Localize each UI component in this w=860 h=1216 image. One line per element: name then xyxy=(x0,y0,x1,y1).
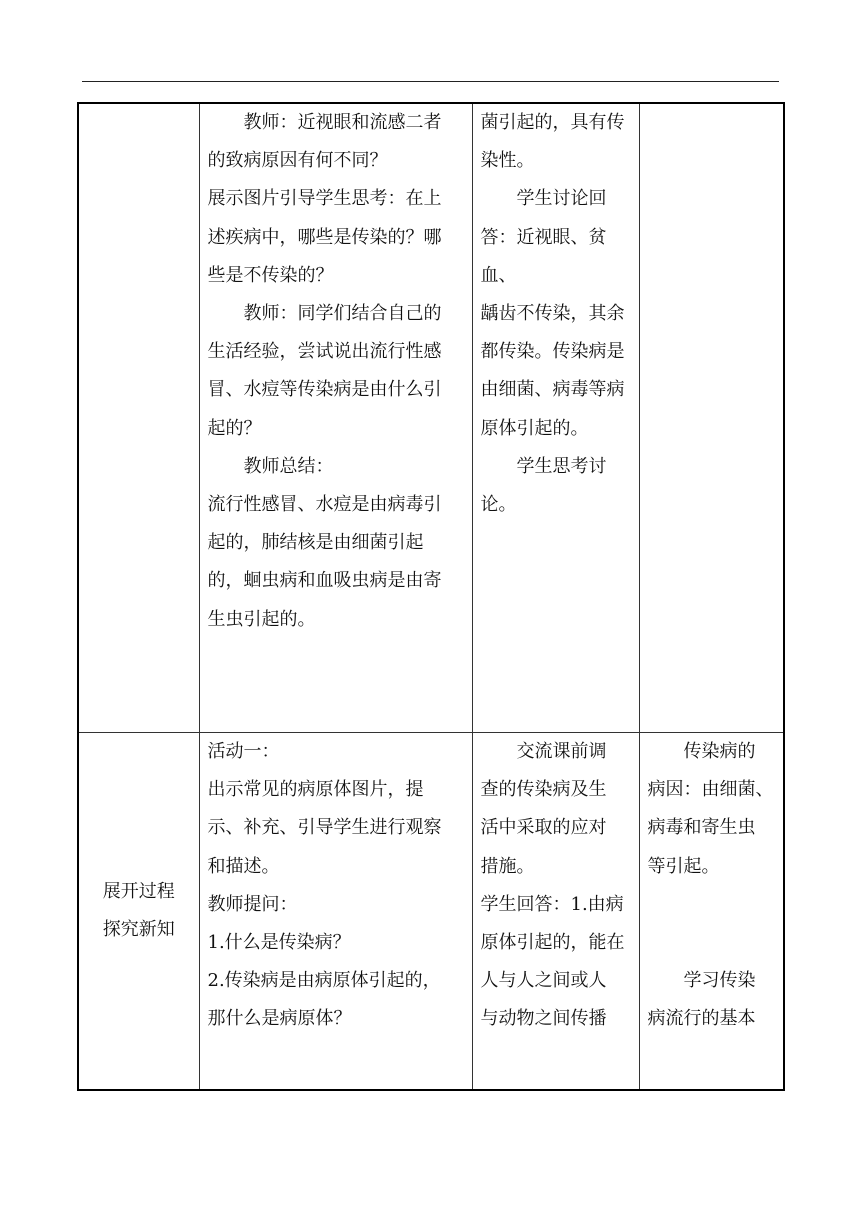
text-line: 由细菌、病毒等病 xyxy=(480,379,625,401)
text-line: 染性。 xyxy=(480,150,535,172)
student-activity-cell xyxy=(472,103,639,733)
header-rule xyxy=(82,81,779,82)
text-line: 活中采取的应对 xyxy=(480,817,607,839)
stage-cell xyxy=(78,103,199,733)
design-intent-cell xyxy=(639,733,784,1091)
text-line: 学生思考讨 xyxy=(516,455,607,477)
text-line: 生虫引起的。 xyxy=(207,608,316,630)
cell-spacer xyxy=(648,886,776,962)
text-line: 2.传染病是由病原体引起的， xyxy=(207,970,441,992)
text-line: 答：近视眼、贫血、 xyxy=(480,226,607,286)
text-line: 人与人之间或人 xyxy=(480,970,607,992)
text-line: 展示图片引导学生思考：在上 xyxy=(207,188,442,210)
text-line: 出示常见的病原体图片，提 xyxy=(207,779,424,801)
text-line: 与动物之间传播 xyxy=(480,1008,607,1030)
text-line: 原体引起的，能在 xyxy=(480,932,625,954)
teacher-activity-cell xyxy=(199,103,472,733)
text-line: 病流行的基本 xyxy=(647,1008,756,1030)
text-line: 的致病原因有何不同？ xyxy=(207,150,388,172)
table-row xyxy=(78,733,784,1091)
text-line: 等引起。 xyxy=(647,855,720,877)
text-line: 查的传染病及生 xyxy=(480,779,607,801)
text-line: 措施。 xyxy=(480,855,535,877)
text-line: 龋齿不传染，其余 xyxy=(480,303,625,325)
table-row xyxy=(78,103,784,733)
text-line: 菌引起的，具有传 xyxy=(480,112,625,133)
text-line: 那什么是病原体？ xyxy=(207,1008,352,1030)
text-line: 起的？ xyxy=(207,417,262,439)
text-line: 活动一： xyxy=(207,741,280,762)
text-line: 些是不传染的？ xyxy=(207,264,334,286)
text-line: 教师提问： xyxy=(207,893,298,915)
text-line: 交流课前调 xyxy=(516,741,607,762)
text-line: 学生回答：1.由病 xyxy=(480,893,624,915)
stage-label: 展开过程 xyxy=(102,881,175,902)
text-line: 和描述。 xyxy=(207,855,280,877)
lesson-plan-table xyxy=(77,102,785,1091)
text-line: 1.什么是传染病？ xyxy=(207,932,351,954)
stage-cell xyxy=(78,733,199,1091)
text-line: 起的，肺结核是由细菌引起 xyxy=(207,532,424,554)
text-line: 流行性感冒、水痘是由病毒引 xyxy=(207,494,442,516)
text-line: 病因：由细菌、 xyxy=(647,779,774,801)
text-line: 病毒和寄生虫 xyxy=(647,817,756,839)
text-line: 述疾病中，哪些是传染的？哪 xyxy=(207,226,442,248)
teacher-activity-cell xyxy=(199,733,472,1091)
text-line: 教师：近视眼和流感二者 xyxy=(243,112,442,133)
text-line: 原体引起的。 xyxy=(480,417,589,439)
text-line: 都传染。传染病是 xyxy=(480,341,625,363)
text-line: 生活经验，尝试说出流行性感 xyxy=(207,341,442,363)
text-line: 的，蛔虫病和血吸虫病是由寄 xyxy=(207,570,442,592)
text-line: 示、补充、引导学生进行观察 xyxy=(207,817,442,839)
text-line: 学习传染 xyxy=(683,969,756,991)
text-line: 传染病的 xyxy=(683,741,756,762)
text-line: 学生讨论回 xyxy=(516,188,607,210)
text-line: 教师：同学们结合自己的 xyxy=(243,303,442,325)
stage-label: 探究新知 xyxy=(102,919,175,940)
design-intent-cell xyxy=(639,103,784,733)
text-line: 冒、水痘等传染病是由什么引 xyxy=(207,379,442,401)
text-line: 教师总结： xyxy=(243,455,334,477)
text-line: 论。 xyxy=(480,494,517,516)
student-activity-cell xyxy=(472,733,639,1091)
